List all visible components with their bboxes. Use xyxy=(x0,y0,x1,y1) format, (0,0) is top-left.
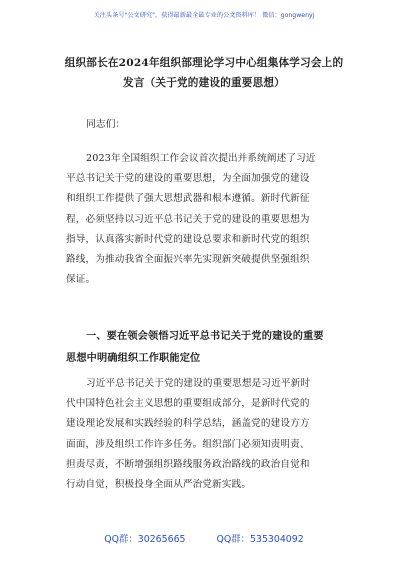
footer-qq-group-2: QQ群：535304092 xyxy=(216,534,304,545)
title-line-1: 组织部长在2024年组织部理论学习中心组集体学习会上的 xyxy=(64,57,344,69)
paragraph-line: 指导，认真落实新时代党的建设总要求和新时代党的组织 xyxy=(66,233,310,245)
section-heading-1 xyxy=(66,325,342,369)
paragraph-line: 路线，为推动我省全面振兴率先实现新突破提供坚强组织 xyxy=(66,254,310,266)
section-heading-line: 思想中明确组织工作职能定位 xyxy=(66,352,201,364)
paragraph-2 xyxy=(66,374,342,495)
paragraph-line: 和组织工作提供了强大思想武器和根本遵循。新时代新征 xyxy=(66,193,310,205)
paragraph-line: 代中国特色社会主义思想的重要组成部分，是新时代党的 xyxy=(66,398,310,410)
paragraph-line: 平总书记关于党的建设的重要思想，为全面加强党的建设 xyxy=(66,173,310,185)
paragraph-line: 行动自觉，积极投身全面从严治党新实践。 xyxy=(66,479,252,491)
paragraph-line: 建设理论发展和实践经验的科学总结，涵盖党的建设方方 xyxy=(66,418,310,430)
paragraph-line: 2023年全国组织工作会议首次提出并系统阐述了习近 xyxy=(86,153,316,164)
salutation: 同志们： xyxy=(86,119,126,130)
paragraph-line: 面面，涉及组织工作许多任务。组织部门必须知责明责、 xyxy=(66,438,310,450)
document-title xyxy=(56,53,352,93)
title-line-2: 发言（关于党的建设的重要思想） xyxy=(123,77,285,89)
footer-qq-group-1: QQ群：30265665 xyxy=(104,534,186,545)
paragraph-line: 保证。 xyxy=(66,274,96,286)
paragraph-1 xyxy=(66,149,342,290)
footer xyxy=(0,531,408,545)
paragraph-line: 担责尽责，不断增强组织路线服务政治路线的政治自觉和 xyxy=(66,458,310,470)
section-heading-line: 一、要在领会领悟习近平总书记关于党的建设的重要 xyxy=(86,330,324,342)
paragraph-line: 习近平总书记关于党的建设的重要思想是习近平新时 xyxy=(86,378,311,389)
header-banner: 关注头条号"公文研究"，获得最新最全最专业的公文资料库！ 微信：gongwenyj xyxy=(93,12,315,19)
paragraph-line: 程，必须坚持以习近平总书记关于党的建设的重要思想为 xyxy=(66,213,310,225)
